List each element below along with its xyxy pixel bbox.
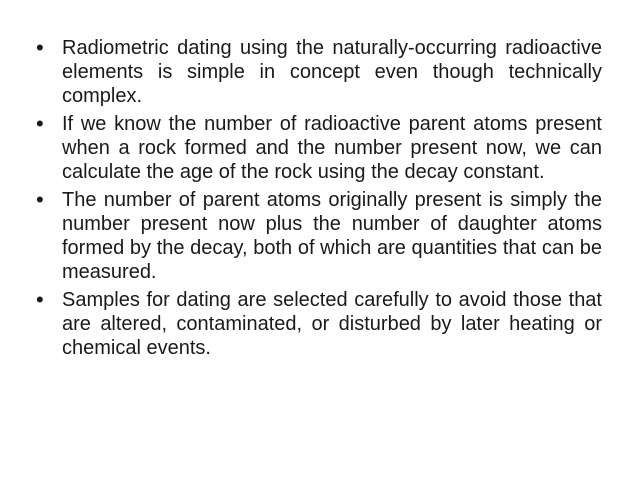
bullet-item — [36, 188, 602, 284]
bullet-marker: • — [36, 111, 44, 136]
bullet-text: If we know the number of radioactive parent atoms present when a rock formed and the number present now, we can calculate the age of the rock using the decay constant. — [62, 113, 602, 183]
bullet-text: Radiometric dating using the naturally-occurring radioactive elements is simple in concept even though technically complex. — [62, 37, 602, 107]
bullet-item — [36, 112, 602, 184]
bullet-item — [36, 36, 602, 108]
bullet-marker: • — [36, 187, 44, 212]
bullet-item — [36, 288, 602, 360]
bullet-text: The number of parent atoms originally present is simply the number present now plus the number of daughter atoms formed by the decay, both of which are quantities that can be measured. — [62, 189, 602, 283]
bullet-text: Samples for dating are selected carefully to avoid those that are altered, contaminated, or disturbed by later heating or chemical events. — [62, 289, 602, 359]
bullet-list — [36, 36, 602, 364]
bullet-marker: • — [36, 287, 44, 312]
bullet-marker: • — [36, 35, 44, 60]
